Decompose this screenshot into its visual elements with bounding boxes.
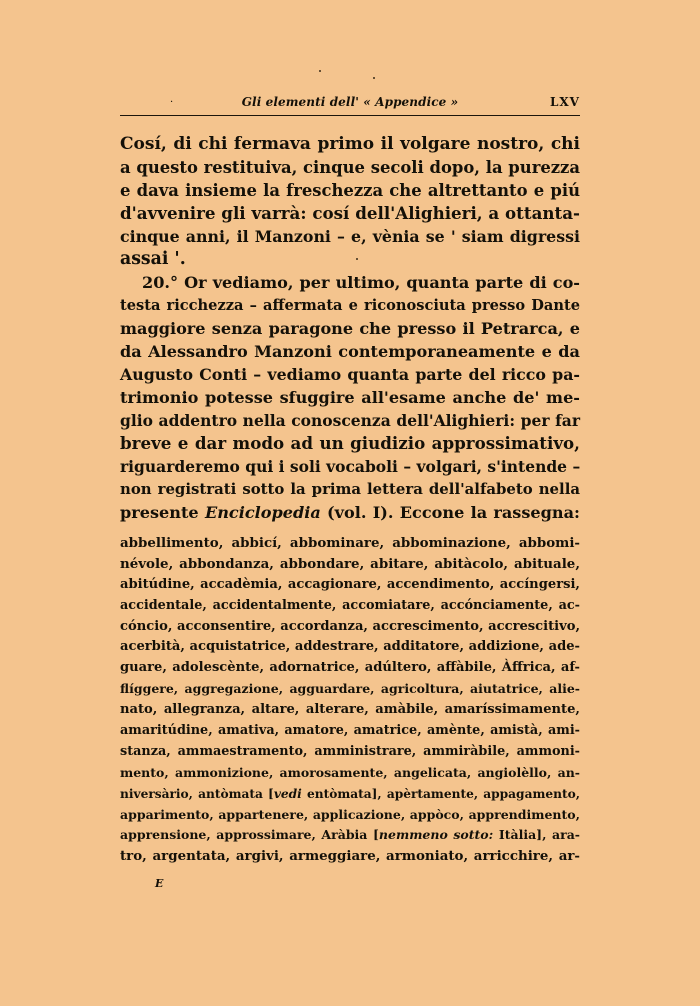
- word-list-line: apparimento, appartenere, applicazione, appòco, apprendimento,: [120, 806, 580, 822]
- running-header: [120, 95, 580, 116]
- word-list-line: abitúdine, accadèmia, accagionare, accendimento, accíngersi,: [120, 576, 580, 592]
- page-number: LXV: [549, 95, 580, 109]
- text-fragment: entòmata], apèrtamente, appagamento,: [301, 786, 580, 801]
- text-line: glio addentro nella conoscenza dell'Alighieri: per far: [120, 411, 580, 430]
- running-title: Gli elementi dell' « Appendice »: [241, 95, 459, 109]
- text-line: breve e dar modo ad un giudizio approssimativo,: [120, 433, 580, 453]
- italic-note: vedi: [273, 786, 302, 801]
- text-line: cinque anni, il Manzoni – e, vènia se ' siam digressi: [120, 227, 580, 246]
- word-list-line: guare, adolescènte, adornatrice, adúltero, affàbile, Àffrica, af-: [120, 660, 580, 676]
- text-fragment: (vol. I). Eccone la rassegna:: [327, 503, 580, 522]
- word-list-line: [120, 784, 580, 805]
- word-list-line: acerbità, acquistatrice, addestrare, additatore, addizione, ade-: [120, 639, 580, 655]
- text-line: assai '.: [120, 249, 186, 269]
- word-list-line: amaritúdine, amativa, amatore, amatrice, amènte, amistà, ami-: [120, 723, 580, 739]
- word-list-line: cóncio, acconsentire, accordanza, accrescimento, accrescitivo,: [120, 618, 581, 634]
- text-line: 20.° Or vediamo, per ultimo, quanta parte di co-: [142, 273, 580, 292]
- encyclopedia-title: Enciclopedia: [204, 503, 321, 522]
- text-line: maggiore senza paragone che presso il Petrarca, e: [120, 319, 580, 338]
- text-line: non registrati sotto la prima lettera dell'alfabeto nella: [120, 480, 580, 498]
- word-list-line: [120, 825, 580, 846]
- word-list-line: mento, ammonizione, amorosamente, angelicata, angiolèllo, an-: [120, 764, 580, 780]
- text-fragment: niversàrio, antòmata [: [120, 786, 274, 801]
- text-line: da Alessandro Manzoni contemporaneamente e da: [120, 342, 580, 361]
- word-list-line: accidentale, accidentalmente, accomiatare, accónciamente, ac-: [120, 597, 580, 613]
- text-line: Cosí, di chi fermava primo il volgare nostro, chi: [120, 134, 580, 154]
- text-line: riguarderemo qui i soli vocaboli – volgari, s'intende –: [120, 457, 581, 476]
- text-fragment: apprensione, approssimare, Aràbia [: [120, 827, 379, 843]
- word-list-line: névole, abbondanza, abbondare, abitare, abitàcolo, abituale,: [120, 555, 580, 572]
- italic-note: nemmeno sotto:: [378, 827, 494, 843]
- text-line: a questo restituiva, cinque secoli dopo, la purezza: [120, 158, 580, 177]
- signature-mark: E: [155, 877, 164, 890]
- word-list-line: tro, argentata, argivi, armeggiare, armoniato, arricchire, ar-: [120, 848, 580, 865]
- main-text: [120, 133, 580, 524]
- word-list-line: flíggere, aggregazione, agguardare, agricoltura, aiutatrice, alie-: [120, 681, 580, 697]
- text-line: d'avvenire gli varrà: cosí dell'Alighieri, a ottanta-: [120, 203, 580, 223]
- text-line-last: [120, 501, 580, 524]
- word-list-line: abbellimento, abbicí, abbominare, abbominazione, abbomi-: [120, 535, 580, 551]
- text-fragment: presente: [120, 503, 199, 522]
- text-line: e dava insieme la freschezza che altrettanto e piú: [120, 181, 580, 200]
- text-line: testa ricchezza – affermata e riconosciuta presso Dante: [120, 297, 580, 314]
- speck: [319, 70, 321, 72]
- word-list-line: nato, allegranza, altare, alterare, amàbile, amaríssimamente,: [120, 702, 580, 718]
- text-line: trimonio potesse sfuggire all'esame anche de' me-: [120, 388, 580, 407]
- header-dot: ·: [170, 97, 174, 108]
- text-fragment: Itàlia], ara-: [493, 827, 580, 843]
- word-list-line: stanza, ammaestramento, amministrare, ammiràbile, ammoni-: [120, 743, 580, 759]
- speck: [373, 77, 375, 79]
- word-list: [120, 533, 580, 867]
- text-line: Augusto Conti – vediamo quanta parte del ricco pa-: [120, 365, 580, 384]
